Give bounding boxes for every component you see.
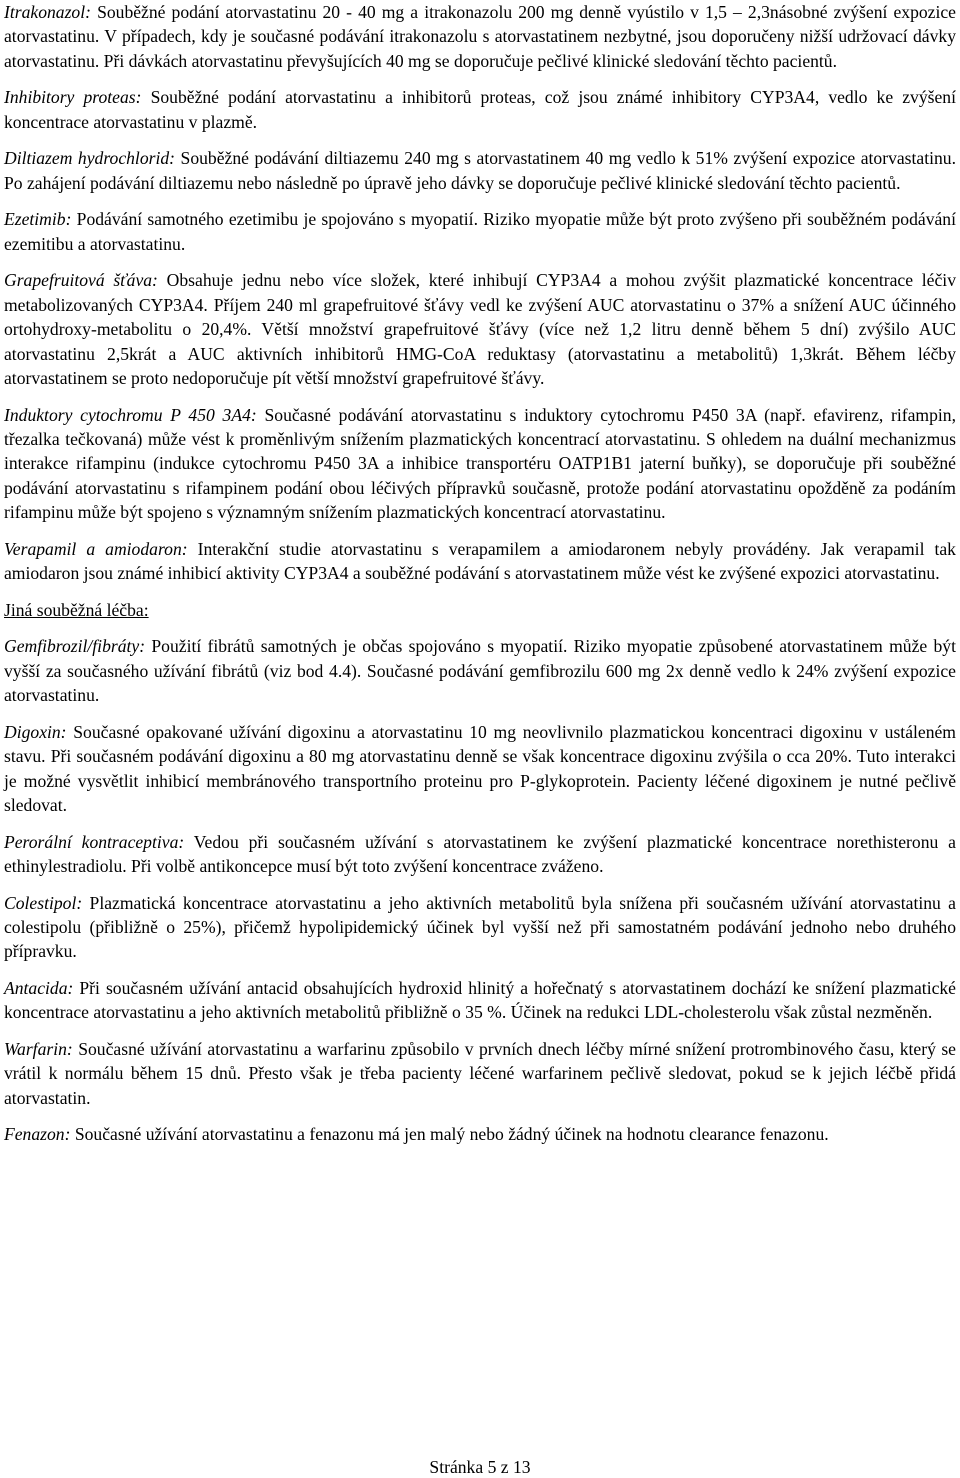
paragraph-diltiazem	[4, 146, 956, 195]
paragraph-text: Souběžné podávání diltiazemu 240 mg s atorvastatinem 40 mg vedlo k 51% zvýšení expozice atorvastatinu. Po zahájení podávání diltiazemu nebo následně po úpravě jeho dávky se doporučuje pečlivé klinické sledování těchto pacientů.	[4, 148, 956, 193]
paragraph-text: Plazmatická koncentrace atorvastatinu a jeho aktivních metabolitů byla snížena při současném užívání atorvastatinu a colestipolu (přibližně o 25%), přičemž hypolipidemický účinek byl vyšší než při samostatném podávání jednoho nebo druhého přípravku.	[4, 892, 956, 962]
paragraph-label: Itrakonazol:	[4, 2, 91, 22]
paragraph-induktory	[4, 403, 956, 525]
paragraph-colestipol	[4, 891, 956, 964]
paragraph-verapamil	[4, 537, 956, 586]
paragraph-inhibitory-proteas	[4, 85, 956, 134]
paragraph-gemfibrozil	[4, 634, 956, 707]
paragraph-label: Antacida:	[4, 978, 74, 999]
paragraph-label: Grapefruitová šťáva:	[4, 270, 158, 291]
paragraph-text: Při současném užívání antacid obsahujících hydroxid hlinitý a hořečnatý s atorvastatinem dochází ke snížení plazmatické koncentrace atorvastatinu a jeho aktivních metabolitů přibližně o 35 %. Účinek na redukci LDL-cholesterolu však zůstal nezměněn.	[4, 978, 956, 1023]
paragraph-text: Současné užívání atorvastatinu a fenazonu má jen malý nebo žádný účinek na hodnotu clearance fenazonu.	[70, 1124, 829, 1145]
paragraph-digoxin	[4, 720, 956, 818]
paragraph-label: Colestipol:	[4, 892, 83, 913]
paragraph-label: Fenazon:	[4, 1124, 71, 1145]
paragraph-kontraceptiva	[4, 830, 956, 879]
paragraph-text: Vedou při současném užívání s atorvastatinem ke zvýšení plazmatické koncentrace norethisteronu a ethinylestradiolu. Při volbě antikoncepce musí být toto zvýšení koncentrace zváženo.	[4, 831, 956, 877]
paragraph-label: Perorální kontraceptiva:	[4, 831, 185, 852]
paragraph-antacida	[4, 976, 956, 1025]
paragraph-fenazon	[4, 1122, 956, 1146]
paragraph-text: Použití fibrátů samotných je občas spojováno s myopatií. Riziko myopatie způsobené atorvastatinem může být vyšší za současného užívání fibrátů (viz bod 4.4). Současné podávání gemfibrozilu 600 mg 2x denně vedlo k 24% zvýšení expozice atorvastatinu.	[4, 636, 956, 706]
paragraph-label: Digoxin:	[4, 721, 67, 742]
paragraph-text: Souběžné podání atorvastatinu a inhibitorů proteas, což jsou známé inhibitory CYP3A4, vedlo ke zvýšení koncentrace atorvastatinu v plazmě.	[4, 87, 956, 132]
paragraph-text: Souběžné podání atorvastatinu 20 - 40 mg a itrakonazolu 200 mg denně vyústilo v 1,5 – 2,3násobné zvýšení expozice atorvastatinu. V případech, kdy je současné podávání itrakonazolu s atorvastatinem nezbytné, jsou doporučeny nižší udržovací dávky atorvastatinu. Při dávkách atorvastatinu převyšujících 40 mg se doporučuje pečlivé klinické sledování těchto pacientů.	[4, 2, 956, 71]
paragraph-label: Inhibitory proteas:	[4, 87, 142, 108]
paragraph-grapefruit	[4, 268, 956, 390]
paragraph-text: Obsahuje jednu nebo více složek, které inhibují CYP3A4 a mohou zvýšit plazmatické koncentrace léčiv metabolizovaných CYP3A4. Příjem 240 ml grapefruitové šťávy vedl ke zvýšení AUC atorvastatinu o 37% a snížení AUC účinného ortohydroxy-metabolitu o 20,4%. Větší množství grapefruitové šťávy (více než 1,2 litru denně během 5 dní) zvýšilo AUC atorvastatinu 2,5krát a AUC aktivních inhibitorů HMG-CoA reduktasy (atorvastatinu a metabolitů) 1,3krát. Během léčby atorvastatinem se proto nedoporučuje pít větší množství grapefruitové šťávy.	[4, 270, 956, 389]
paragraph-label: Gemfibrozil/fibráty:	[4, 636, 146, 657]
paragraph-itrakonazol	[4, 0, 956, 73]
paragraph-label: Ezetimib:	[4, 209, 72, 230]
paragraph-label: Warfarin:	[4, 1039, 73, 1060]
paragraph-text: Současné užívání atorvastatinu a warfarinu způsobilo v prvních dnech léčby mírné snížení protrombinového času, který se vrátil k normálu během 15 dnů. Přesto však je třeba pacienty léčené warfarinem pečlivě sledovat, pokud se k jejich léčbě přidá atorvastatin.	[4, 1039, 956, 1108]
page-number-footer: Stránka 5 z 13	[429, 1457, 531, 1477]
paragraph-label: Induktory cytochromu P 450 3A4:	[4, 404, 257, 425]
paragraph-text: Podávání samotného ezetimibu je spojováno s myopatií. Riziko myopatie může být proto zvýšeno při souběžném podávání ezemitibu a atorvastatinu.	[4, 209, 956, 254]
paragraph-text: Současné podávání atorvastatinu s induktory cytochromu P450 3A (např. efavirenz, rifampin, třezalka tečkovaná) může vést k proměnlivým snížením plazmatických koncentrací atorvastatinu. S ohledem na duální mechanizmus interakce rifampinu (indukce cytochromu P450 3A a inhibice transportéru OATP1B1 jaterní buňky), se doporučuje při souběžné podávání atorvastatinu s rifampinem podání obou léčivých přípravků současně, protože podání atorvastatinu opožděně za podáním rifampinu může být spojeno s významným snížením plazmatických koncentrací atorvastatinu.	[4, 404, 956, 523]
section-heading: Jiná souběžná léčba:	[4, 599, 149, 620]
paragraph-warfarin	[4, 1037, 956, 1110]
paragraph-text: Současné opakované užívání digoxinu a atorvastatinu 10 mg neovlivnilo plazmatickou koncentraci digoxinu v ustáleném stavu. Při současném podávání digoxinu a 80 mg atorvastatinu denně se však koncentrace digoxinu zvýšila o cca 20%. Tuto interakci je možné vysvětlit inhibicí membránového transportního proteinu pro P-glykoprotein. Pacienty léčené digoxinem je nutné pečlivě sledovat.	[4, 721, 956, 816]
paragraph-text: Interakční studie atorvastatinu s verapamilem a amiodaronem nebyly provádény. Jak verapamil tak amiodaron jsou známé inhibicí aktivity CYP3A4 a souběžné podávání s atorvastatinem může vést ke zvýšené expozici atorvastatinu.	[4, 538, 956, 584]
paragraph-label: Diltiazem hydrochlorid:	[4, 148, 176, 169]
paragraph-ezetimib	[4, 207, 956, 256]
document-page	[4, 0, 956, 1159]
paragraph-label: Verapamil a amiodaron:	[4, 538, 188, 559]
